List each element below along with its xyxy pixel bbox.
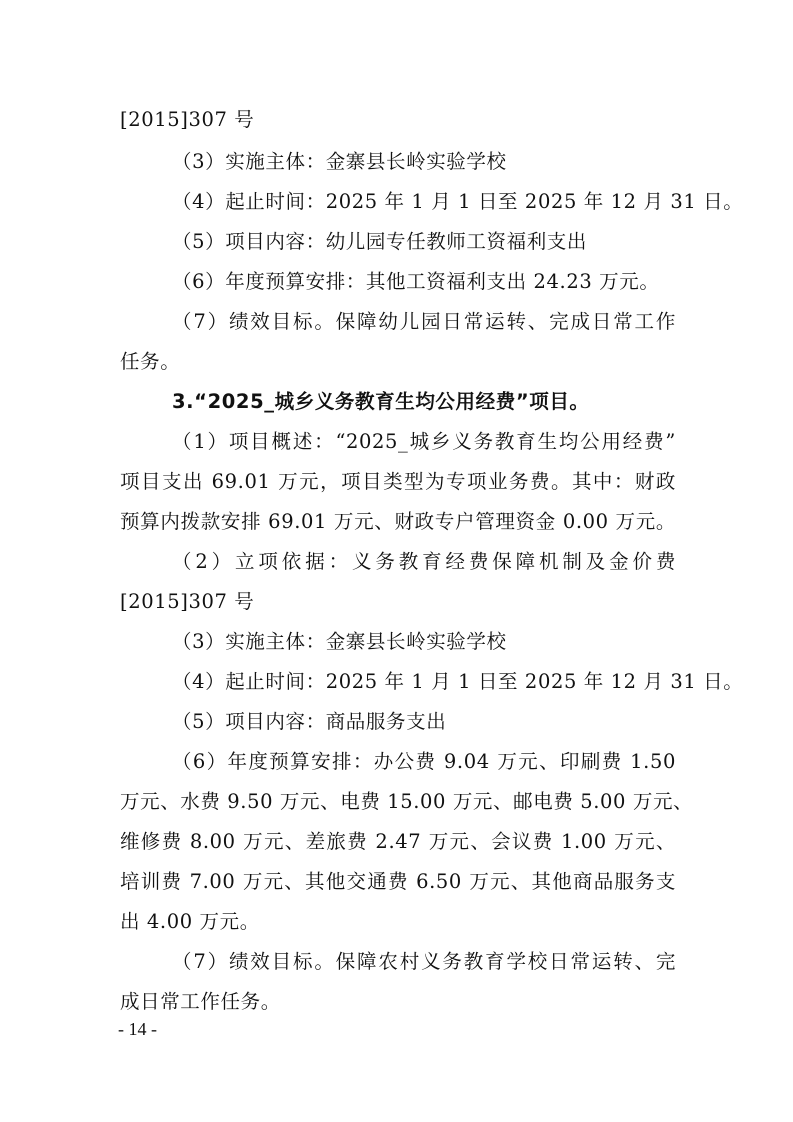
text-line: （4）起止时间：2025 年 1 月 1 日至 2025 年 12 月 31 日。	[172, 670, 744, 693]
text-line: （7）绩效目标。保障幼儿园日常运转、完成日常工作	[172, 310, 676, 333]
text-line: （3）实施主体：金寨县长岭实验学校	[172, 630, 507, 653]
text-line: （5）项目内容：幼儿园专任教师工资福利支出	[172, 230, 588, 253]
text-line: （5）项目内容：商品服务支出	[172, 710, 447, 733]
text-line: 培训费 7.00 万元、其他交通费 6.50 万元、其他商品服务支	[120, 870, 676, 893]
text-line: 预算内拨款安排 69.01 万元、财政专户管理资金 0.00 万元。	[120, 510, 676, 533]
text-line: （3）实施主体：金寨县长岭实验学校	[172, 150, 507, 173]
text-line: 成日常工作任务。	[120, 990, 281, 1013]
text-line: （6）年度预算安排：其他工资福利支出 24.23 万元。	[172, 270, 660, 293]
text-line: 出 4.00 万元。	[120, 910, 260, 933]
text-line: [2015]307 号	[120, 590, 255, 613]
section-heading: 3.“2025_城乡义务教育生均公用经费”项目。	[172, 390, 590, 413]
text-line: （7）绩效目标。保障农村义务教育学校日常运转、完	[172, 950, 676, 973]
text-line: 维修费 8.00 万元、差旅费 2.47 万元、会议费 1.00 万元、	[120, 830, 676, 853]
text-line: 项目支出 69.01 万元，项目类型为专项业务费。其中：财政	[120, 470, 676, 493]
text-line: 任务。	[120, 350, 181, 373]
text-line: [2015]307 号	[120, 108, 255, 131]
text-line: （2）立项依据：义务教育经费保障机制及金价费	[172, 550, 676, 573]
page-number: - 14 -	[118, 1019, 157, 1039]
text-line: （4）起止时间：2025 年 1 月 1 日至 2025 年 12 月 31 日。	[172, 190, 744, 213]
text-line: （6）年度预算安排：办公费 9.04 万元、印刷费 1.50	[172, 750, 676, 773]
text-line: 万元、水费 9.50 万元、电费 15.00 万元、邮电费 5.00 万元、	[120, 790, 694, 813]
text-line: （1）项目概述：“2025_城乡义务教育生均公用经费”	[172, 430, 676, 453]
